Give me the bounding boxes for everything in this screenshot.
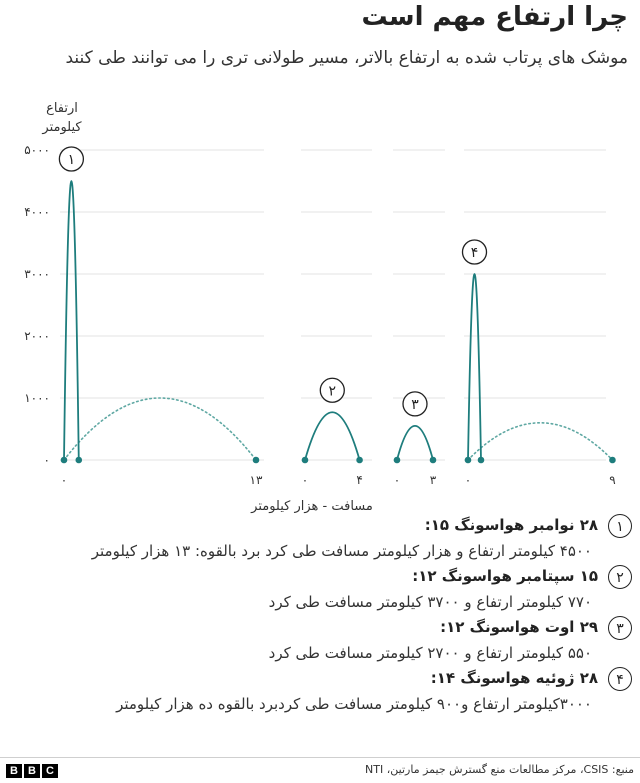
potential-endpoint: [609, 457, 616, 464]
impact-point: [430, 457, 437, 464]
potential-trajectory: [64, 398, 256, 460]
launch-point: [465, 457, 472, 464]
bbc-logo-letter: B: [6, 764, 22, 778]
x-tick-label: ۱۳: [249, 473, 263, 487]
launch-point: [394, 457, 401, 464]
y-tick-label: ۵۰۰۰: [24, 143, 50, 157]
legend-desc-4: ۳۰۰۰کیلومتر ارتفاع و۹۰۰ کیلومتر مسافت طی کردبرد بالقوه ده هزار کیلومتر: [116, 695, 592, 713]
y-tick-label: ۰: [43, 453, 50, 467]
bbc-logo-letter: B: [24, 764, 40, 778]
actual-trajectory: [397, 426, 433, 460]
actual-trajectory: [64, 181, 79, 460]
x-tick-label: ۰: [393, 473, 401, 487]
legend-item-3: [17, 614, 632, 665]
footer-divider: [0, 757, 640, 758]
y-tick-label: ۱۰۰۰: [24, 391, 50, 405]
y-tick-label: ۳۰۰۰: [24, 267, 50, 281]
y-tick-label: ۴۰۰۰: [24, 205, 50, 219]
legend-desc-2: ۷۷۰ کیلومتر ارتفاع و ۳۷۰۰ کیلومتر مسافت طی کرد: [268, 593, 592, 611]
launch-point: [302, 457, 309, 464]
trajectory-marker-label: ۴: [470, 245, 479, 261]
legend-title-1: ۲۸ نوامبر هواسونگ ۱۵:: [424, 516, 598, 534]
legend-marker-1: ۱: [608, 514, 632, 538]
legend-marker-4: ۴: [608, 667, 632, 691]
page-title: چرا ارتفاع مهم است: [361, 2, 628, 32]
bbc-logo-letter: C: [42, 764, 58, 778]
legend-desc-3: ۵۵۰ کیلومتر ارتفاع و ۲۷۰۰ کیلومتر مسافت طی کرد: [268, 644, 592, 662]
legend-marker-2: ۲: [608, 565, 632, 589]
legend-desc-1: ۴۵۰۰ کیلومتر ارتفاع و هزار کیلومتر مسافت طی کرد برد بالقوه: ۱۳ هزار کیلومتر: [91, 542, 592, 560]
x-tick-label: ۴: [356, 473, 363, 487]
trajectory-marker-label: ۳: [411, 396, 419, 413]
potential-endpoint: [253, 457, 260, 464]
trajectory-marker-label: ۲: [328, 383, 337, 400]
x-tick-label: ۹: [609, 473, 616, 487]
x-axis-label: مسافت - هزار کیلومتر: [251, 499, 373, 514]
x-tick-label: ۰: [464, 473, 472, 487]
legend-title-3: ۲۹ اوت هواسونگ ۱۲:: [440, 618, 598, 636]
y-tick-label: ۲۰۰۰: [24, 329, 50, 343]
actual-trajectory: [305, 412, 360, 460]
x-tick-label: ۰: [60, 473, 68, 487]
y-axis-label: ارتفاع: [46, 101, 78, 116]
potential-trajectory: [468, 423, 612, 460]
legend-title-4: ۲۸ ژوئیه هواسونگ ۱۴:: [430, 669, 598, 687]
legend-item-1: [17, 512, 632, 563]
impact-point: [75, 457, 82, 464]
impact-point: [478, 457, 485, 464]
actual-trajectory: [468, 274, 481, 460]
legend-title-2: ۱۵ سپتامبر هواسونگ ۱۲:: [412, 567, 598, 585]
x-tick-label: ۳: [429, 473, 437, 487]
x-tick-label: ۰: [301, 473, 309, 487]
page-subtitle: موشک های پرتاب شده به ارتفاع بالاتر، مسیر طولانی تری را می توانند طی کنند: [65, 48, 628, 68]
legend-item-4: [17, 665, 632, 716]
y-axis-label: کیلومتر: [42, 120, 82, 135]
legend: [17, 512, 632, 716]
launch-point: [61, 457, 68, 464]
legend-item-2: [17, 563, 632, 614]
legend-marker-3: ۳: [608, 616, 632, 640]
impact-point: [356, 457, 363, 464]
trajectory-marker-label: ۱: [67, 152, 76, 168]
bbc-logo: [6, 764, 58, 778]
source-note: منبع: CSIS، مرکز مطالعات منع گسترش جیمز مارتین، NTI: [365, 763, 634, 776]
